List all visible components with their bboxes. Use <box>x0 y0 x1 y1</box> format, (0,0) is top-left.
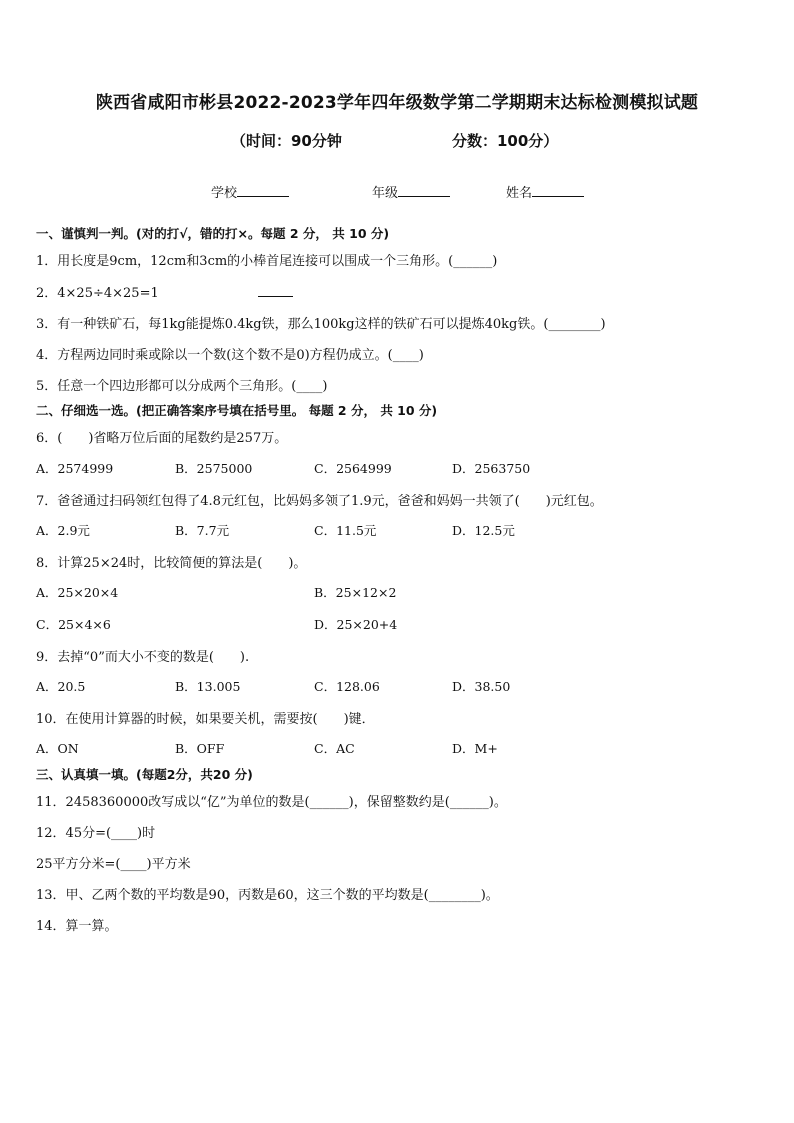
question-9: 9．去掉“0”而大小不变的数是( ). <box>36 650 250 665</box>
q10-option-c: C．AC <box>314 741 355 756</box>
name-label: 姓名 <box>506 186 533 201</box>
q10-option-a: A．ON <box>36 741 79 756</box>
grade-blank[interactable] <box>398 196 450 197</box>
question-5: 5．任意一个四边形都可以分成两个三角形。(____) <box>36 379 328 394</box>
grade-field <box>372 182 450 201</box>
question-10: 10．在使用计算器的时候，如果要关机，需要按( )键． <box>36 712 375 727</box>
question-7: 7．爸爸通过扫码领红包得了4.8元红包，比妈妈多领了1.9元，爸爸和妈妈一共领了( )元红包。 <box>36 494 603 509</box>
q7-option-b: B．7.7元 <box>175 523 230 538</box>
q9-option-c: C．128.06 <box>314 679 380 694</box>
q9-option-b: B．13.005 <box>175 679 241 694</box>
grade-label: 年级 <box>372 186 399 201</box>
question-1: 1．用长度是9cm，12cm和3cm的小棒首尾连接可以围成一个三角形。(______) <box>36 254 498 269</box>
school-blank[interactable] <box>237 196 289 197</box>
q10-option-b: B．OFF <box>175 741 225 756</box>
q6-option-b: B．2575000 <box>175 461 253 476</box>
q6-option-d: D．2563750 <box>452 461 531 476</box>
section-fill-in: 三、认真填一填。(每题2分，共20 分) <box>36 767 253 782</box>
question-13: 13．甲、乙两个数的平均数是90，丙数是60，这三个数的平均数是(________)。 <box>36 888 499 903</box>
time-limit: （时间：90分钟 <box>231 132 342 150</box>
question-2: 2．4×25÷4×25=1 <box>36 286 159 301</box>
page-title: 陕西省咸阳市彬县2022-2023学年四年级数学第二学期期末达标检测模拟试题 <box>95 93 699 113</box>
q8-option-d: D．25×20+4 <box>314 617 398 632</box>
q10-option-d: D．M+ <box>452 741 498 756</box>
question-3: 3．有一种铁矿石，每1kg能提炼0.4kg铁，那么100kg这样的铁矿石可以提炼40kg铁。(________) <box>36 317 606 332</box>
question-2-answer-line[interactable] <box>258 296 293 297</box>
question-12b: 25平方分米=(____)平方米 <box>36 857 191 872</box>
total-score: 分数：100分） <box>452 132 559 150</box>
question-11: 11．2458360000改写成以“亿”为单位的数是(______)，保留整数约是(______)。 <box>36 795 507 810</box>
q7-option-d: D．12.5元 <box>452 523 515 538</box>
name-field <box>506 182 584 201</box>
q9-option-d: D．38.50 <box>452 679 511 694</box>
q6-option-c: C．2564999 <box>314 461 392 476</box>
q9-option-a: A．20.5 <box>36 679 86 694</box>
q8-option-a: A．25×20×4 <box>36 585 119 600</box>
section-judgement: 一、谨慎判一判。(对的打√，错的打×。每题 2 分， 共 10 分) <box>36 226 390 241</box>
section-choice: 二、仔细选一选。(把正确答案序号填在括号里。 每题 2 分， 共 10 分) <box>36 403 438 418</box>
question-8: 8．计算25×24时，比较简便的算法是( )。 <box>36 556 307 571</box>
q7-option-c: C．11.5元 <box>314 523 377 538</box>
question-14: 14．算一算。 <box>36 919 118 934</box>
school-field <box>211 182 289 201</box>
question-6: 6．( )省略万位后面的尾数约是257万。 <box>36 431 288 446</box>
q8-option-c: C．25×4×6 <box>36 617 111 632</box>
name-blank[interactable] <box>532 196 584 197</box>
question-12a: 12．45分=(____)时 <box>36 826 156 841</box>
q7-option-a: A．2.9元 <box>36 523 90 538</box>
q8-option-b: B．25×12×2 <box>314 585 397 600</box>
q6-option-a: A．2574999 <box>36 461 114 476</box>
school-label: 学校 <box>211 186 238 201</box>
question-4: 4．方程两边同时乘或除以一个数(这个数不是0)方程仍成立。(____) <box>36 348 424 363</box>
